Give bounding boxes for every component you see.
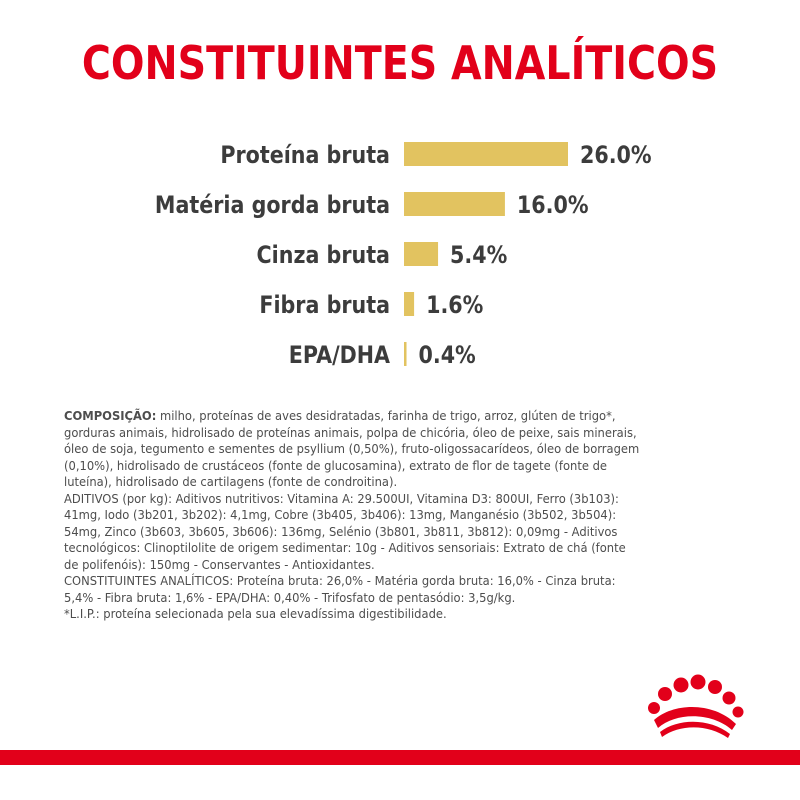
page-title: CONSTITUINTES ANALÍTICOS	[81, 36, 719, 90]
bar	[404, 142, 568, 166]
category-label: Proteína bruta	[220, 141, 391, 170]
composition-block	[64, 408, 641, 623]
value-label: 16.0%	[516, 191, 589, 220]
analytical-paragraph: CONSTITUINTES ANALÍTICOS: Proteína bruta: 26,0% - Matéria gorda bruta: 16,0% - Cinza bruta: 5,4% - Fibra bruta: 1,6% - EPA/DHA: 0,40% - Trifosfato de pentasódio: 3,5g/kg.	[64, 573, 616, 605]
composition-label: COMPOSIÇÃO:	[64, 408, 157, 423]
category-label: Matéria gorda bruta	[154, 191, 391, 220]
bottom-accent-bar	[0, 750, 800, 765]
bar	[404, 292, 414, 316]
value-label: 26.0%	[580, 141, 652, 170]
footnote-paragraph: *L.I.P.: proteína selecionada pela sua elevadíssima digestibilidade.	[64, 606, 447, 621]
additives-paragraph: ADITIVOS (por kg): Aditivos nutritivos: Vitamina A: 29.500UI, Vitamina D3: 800UI, Ferro (3b103): 41mg, Iodo (3b201, 3b202): 4,1mg, Cobre (3b405, 3b406): 13mg, Manganésio (3b502, 3b504): 54mg, Zinco (3b603, 3b605, 3b606): 136mg, Selénio (3b801, 3b811, 3b812): 0,09mg - Aditivos tecnológicos: Clinoptilolite de origem sedimentar: 10g - Aditivos sensoriais: Extrato de chá (fonte de polifenóis): 150mg - Conservantes - Antioxidantes.	[64, 490, 626, 572]
bar	[404, 192, 505, 216]
category-label: Cinza bruta	[256, 241, 390, 270]
category-label: EPA/DHA	[288, 341, 390, 370]
bar	[404, 342, 407, 366]
bar-chart	[0, 130, 800, 390]
value-label: 1.6%	[426, 291, 484, 320]
royal-canin-crown-icon	[644, 672, 744, 742]
category-label: Fibra bruta	[259, 291, 390, 320]
value-label: 0.4%	[418, 341, 476, 370]
bar	[404, 242, 438, 266]
value-label: 5.4%	[450, 241, 508, 270]
composition-paragraph	[64, 408, 641, 491]
composition-text: milho, proteínas de aves desidratadas, farinha de trigo, arroz, glúten de trigo*, gorduras animais, hidrolisado de proteínas animais, polpa de chicória, óleo de peixe, sais minerais, óleo de soja, tegumento e sementes de psyllium (0,50%), fruto-oligossacarídeos, óleo de borragem (0,10%), hidrolisado de crustáceos (fonte de glucosamina), extrato de flor de tagete (fonte de luteína), hidrolisado de cartilagens (fonte de condroitina).	[64, 408, 640, 489]
